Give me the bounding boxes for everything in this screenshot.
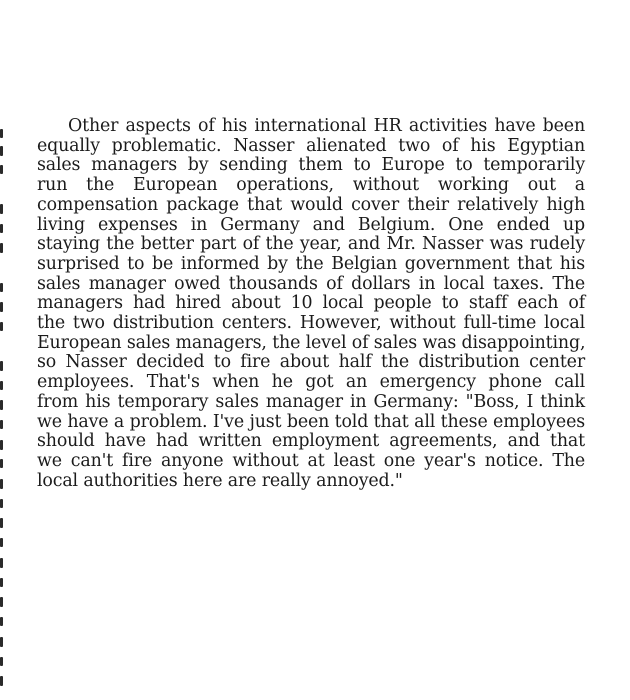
paragraph-line: sales manager owed thousands of dollars in local taxes. The (37, 273, 585, 294)
edge-mark (0, 361, 3, 371)
edge-mark (0, 617, 3, 626)
edge-mark (0, 479, 3, 489)
paragraph-line: should have had written employment agreements, and that (37, 431, 585, 452)
edge-mark (0, 558, 3, 568)
edge-mark (0, 322, 3, 331)
edge-mark (0, 204, 3, 214)
edge-mark (0, 420, 3, 429)
paragraph-line: employees. That's when he got an emergency phone call (37, 372, 585, 393)
edge-mark (0, 400, 3, 410)
edge-mark (0, 657, 3, 666)
paragraph-line: the two distribution centers. However, without full-time local (37, 313, 585, 334)
edge-mark (0, 381, 3, 390)
paragraph-line: Other aspects of his international HR activities have been (68, 116, 585, 136)
paragraph-line: local authorities here are really annoyed." (37, 470, 403, 491)
left-page-edge (0, 0, 8, 700)
edge-mark (0, 597, 3, 607)
edge-mark (0, 499, 3, 508)
paragraph-line: compensation package that would cover their relatively high (37, 194, 585, 215)
edge-mark (0, 243, 3, 253)
edge-mark (0, 676, 3, 686)
edge-mark (0, 538, 3, 547)
edge-mark (0, 578, 3, 587)
paragraph-line: we can't fire anyone without at least one year's notice. The (37, 450, 585, 471)
edge-mark (0, 440, 3, 450)
paragraph-line: run the European operations, without working out a (37, 175, 585, 196)
paragraph-line: we have a problem. I've just been told that all these employees (37, 411, 585, 432)
edge-mark (0, 146, 3, 156)
edge-mark (0, 165, 3, 174)
edge-mark (0, 283, 3, 292)
paragraph-line: surprised to be informed by the Belgian government that his (37, 253, 585, 274)
edge-mark (0, 129, 3, 138)
edge-mark (0, 459, 3, 468)
paragraph-line: European sales managers, the level of sales was disappointing, (37, 332, 586, 353)
edge-mark (0, 518, 3, 528)
paragraph-line: sales managers by sending them to Europe to temporarily (37, 155, 585, 176)
edge-mark (0, 224, 3, 233)
paragraph-line: equally problematic. Nasser alienated two of his Egyptian (37, 135, 585, 156)
paragraph-line: so Nasser decided to fire about half the distribution center (37, 352, 585, 373)
paragraph-line: from his temporary sales manager in Germany: "Boss, I think (37, 391, 585, 412)
paragraph-line: managers had hired about 10 local people to staff each of (37, 293, 585, 314)
edge-mark (0, 637, 3, 647)
paragraph-line: living expenses in Germany and Belgium. One ended up (37, 214, 585, 235)
paragraph-line: staying the better part of the year, and Mr. Nasser was rudely (37, 234, 585, 255)
body-paragraph (37, 117, 585, 491)
edge-mark (0, 302, 3, 312)
